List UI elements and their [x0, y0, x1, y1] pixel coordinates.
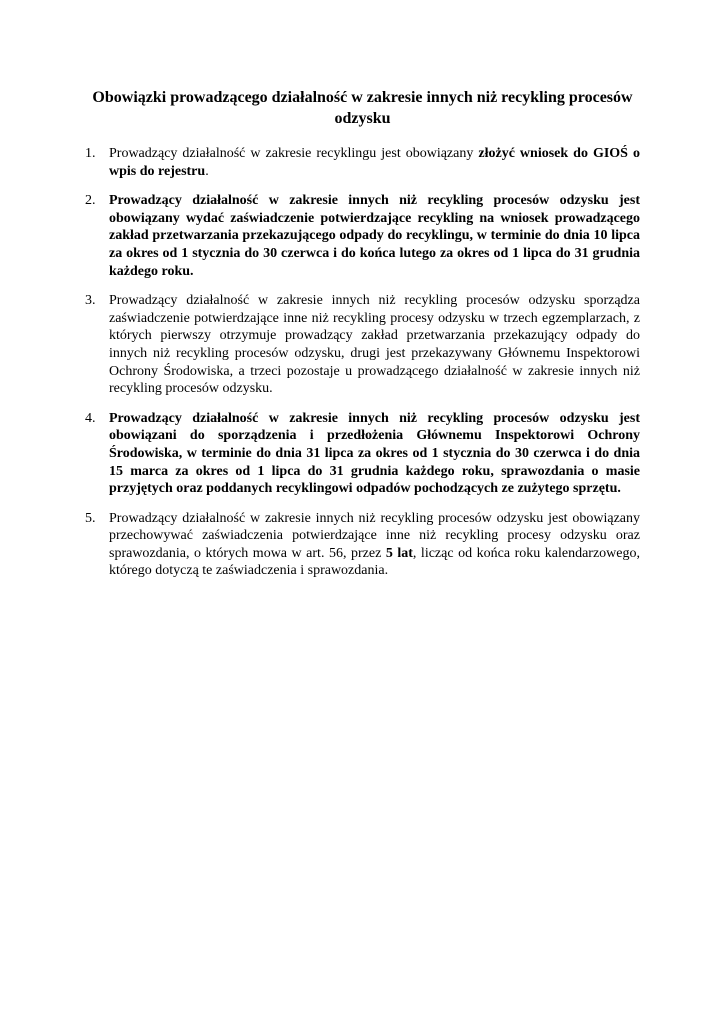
item-text — [109, 192, 640, 280]
item-number: 1. — [85, 146, 96, 161]
text-segment-bold: złożyć wniosek do GIOŚ o wpis do rejestru — [109, 146, 640, 179]
obligations-list — [85, 145, 640, 580]
item-text — [109, 145, 640, 180]
list-item-3 — [85, 292, 640, 398]
list-item-4 — [85, 410, 640, 498]
list-item-2 — [85, 192, 640, 280]
text-segment: Prowadzący działalność w zakresie innych niż recykling procesów odzysku jest obowiązany przechowywać zaświadczenia potwierdzające inne niż recykling procesy odzysku oraz sprawozdania, o których mowa w art. 56, przez — [109, 510, 640, 561]
item-number: 4. — [85, 410, 96, 426]
text-segment: Prowadzący działalność w zakresie recyklingu jest obowiązany — [109, 146, 479, 161]
list-item-1 — [85, 145, 640, 180]
item-number: 2. — [85, 193, 96, 209]
document-title: Obowiązki prowadzącego działalność w zakresie innych niż recykling procesów odzysku — [92, 89, 633, 127]
item-number: 5. — [85, 510, 96, 526]
item-number: 3. — [85, 293, 96, 309]
item-text — [109, 410, 640, 498]
text-segment-bold: Prowadzący działalność w zakresie innych niż recykling procesów odzysku jest obowiązani do sporządzenia i przedłożenia Głównemu Inspektorowi Ochrony Środowiska, w terminie do dnia 31 lipca za okres od 1 stycznia do 30 czerwca i do dnia 15 marca za okres od 1 lipca do 31 grudnia każdego roku, sprawozdania o masie przyjętych oraz poddanych recyklingowi odpadów pochodzących ze zużytego sprzętu. — [109, 410, 640, 497]
item-text — [109, 510, 640, 580]
text-segment: Prowadzący działalność w zakresie innych niż recykling procesów odzysku sporządza zaświadczenie potwierdzające inne niż recykling procesy odzysku w trzech egzemplarzach, z których pierwszy otrzymuje prowadzący zakład przetwarzania przekazujący odpady do innych niż recykling procesów odzysku, drugi jest przekazywany Głównemu Inspektorowi Ochrony Środowiska, a trzeci pozostaje u prowadzącego działalność w zakresie innych niż recykling procesów odzysku. — [109, 293, 640, 397]
text-segment: . — [205, 163, 209, 179]
item-text — [109, 292, 640, 398]
text-segment-bold: Prowadzący działalność w zakresie innych niż recykling procesów odzysku jest obowiązany wydać zaświadczenie potwierdzające recykling na wniosek prowadzącego zakład przetwarzania przekazującego odpady do recyklingu, w terminie do dnia 10 lipca za okres od 1 stycznia do 30 czerwca i do końca lutego za okres od 1 lipca do 31 grudnia każdego roku. — [109, 193, 640, 279]
text-segment-bold: 5 lat — [385, 545, 413, 561]
list-item-5 — [85, 510, 640, 580]
text-segment: , licząc od końca roku kalendarzowego, którego dotyczą te zaświadczenia i sprawozdania. — [109, 545, 640, 579]
